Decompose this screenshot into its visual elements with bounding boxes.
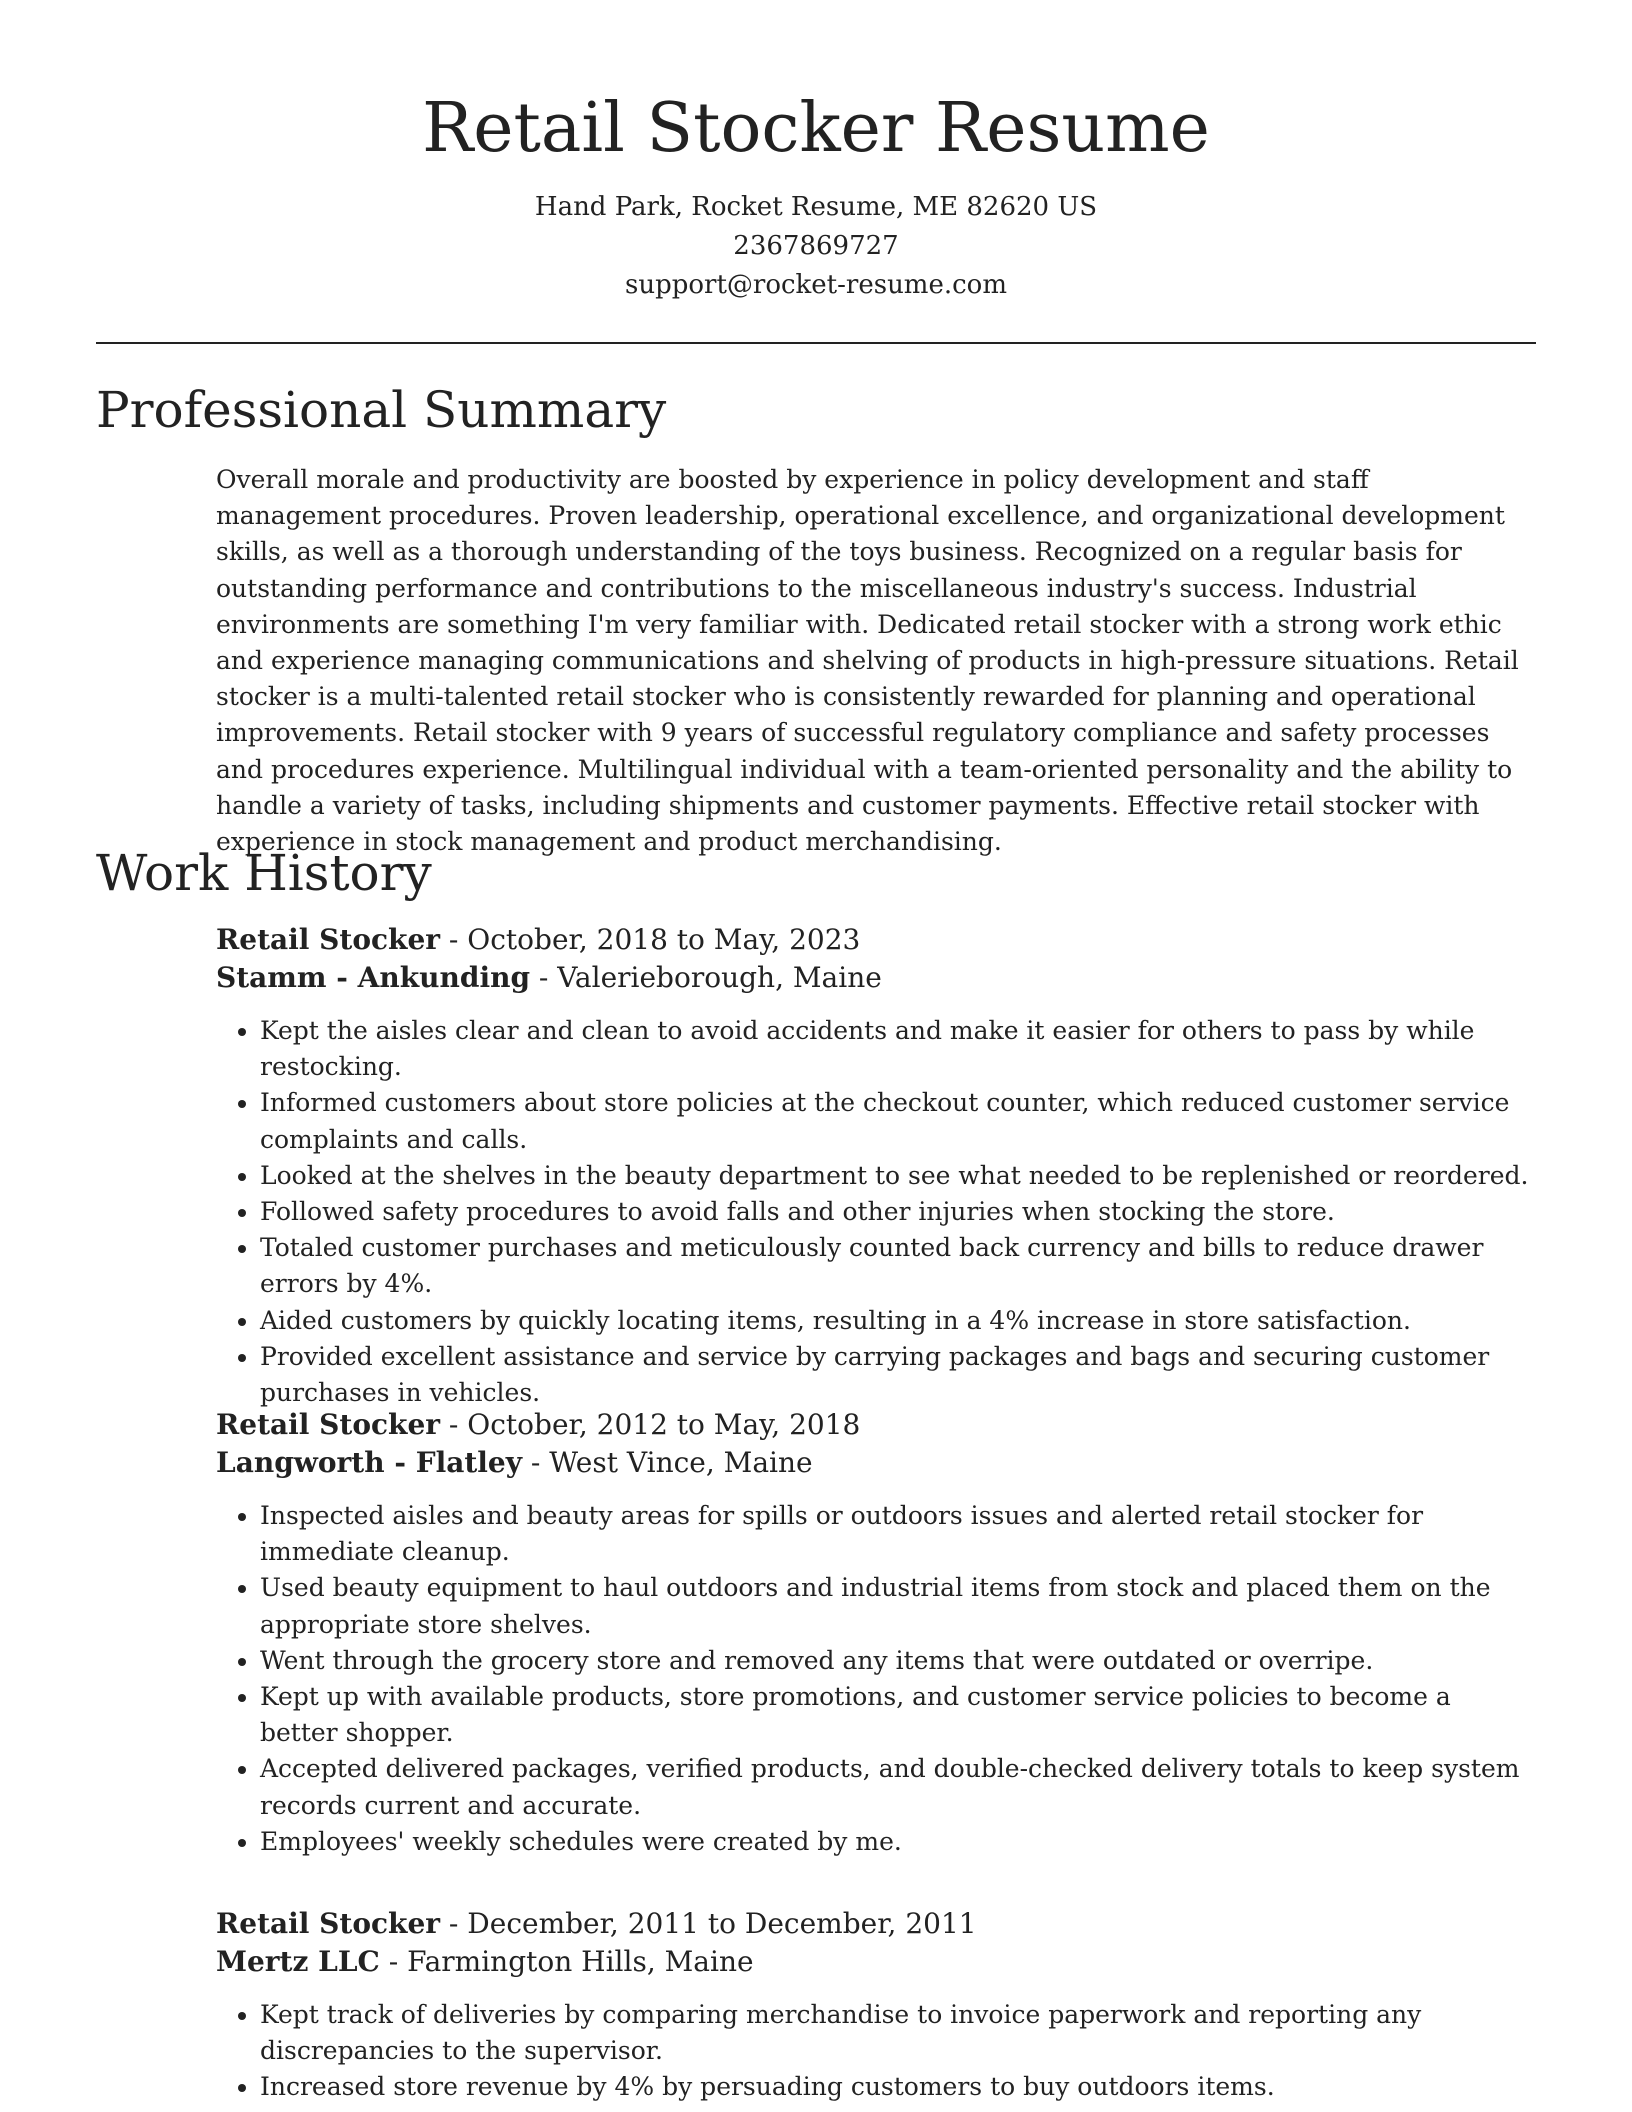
summary-text: Overall morale and productivity are boosted by experience in policy development and staff management procedures. Proven leadership, operational excellence, and organizational development skills, as well as a thorough understanding of the toys business. Recognized on a regular basis for outstanding performance and contributions to the miscellaneous industry's success. Industrial environments are something I'm very familiar with. Dedicated retail stocker with a strong work ethic and experience managing communications and shelving of products in high-pressure situations. Retail stocker is a multi-talented retail stocker who is consistently rewarded for planning and operational improvements. Retail stocker with 9 years of successful regulatory compliance and safety processes and procedures experience. Multilingual individual with a team-oriented personality and the ability to handle a variety of tasks, including shipments and customer payments. Effective retail stocker with experience in stock management and product merchandising. bbox=[216, 465, 1519, 857]
job-title-line bbox=[216, 1905, 1536, 1943]
job-bullets bbox=[216, 1498, 1536, 1860]
job-bullet: • Went through the grocery store and removed any items that were outdated or overripe. bbox=[260, 1643, 1536, 1679]
job-bullet: • Employees' weekly schedules were created by me. bbox=[260, 1824, 1536, 1860]
job-entry bbox=[216, 1406, 1536, 1860]
contact-email: support@rocket-resume.com bbox=[624, 270, 1007, 300]
header-divider bbox=[96, 342, 1536, 344]
job-bullet: • Followed safety procedures to avoid falls and other injuries when stocking the store. bbox=[260, 1194, 1536, 1230]
job-title-line bbox=[216, 921, 1536, 959]
job-dates: - October, 2018 to May, 2023 bbox=[440, 923, 861, 956]
job-title-line bbox=[216, 1406, 1536, 1444]
job-company: Stamm - Ankunding bbox=[216, 961, 531, 994]
job-bullet: • Increased store revenue by 4% by persuading customers to buy outdoors items. bbox=[260, 2069, 1536, 2105]
job-bullets bbox=[216, 1013, 1536, 1411]
job-location: - Farmington Hills, Maine bbox=[379, 1945, 754, 1978]
job-title: Retail Stocker bbox=[216, 923, 441, 956]
job-company-line bbox=[216, 959, 1536, 997]
job-company-line bbox=[216, 1943, 1536, 1981]
job-bullets bbox=[216, 1997, 1536, 2106]
contact-address: Hand Park, Rocket Resume, ME 82620 US bbox=[534, 192, 1098, 222]
job-bullet: • Used beauty equipment to haul outdoors and industrial items from stock and placed them on the appropriate store shelves. bbox=[260, 1570, 1536, 1642]
job-company: Langworth - Flatley bbox=[216, 1446, 523, 1479]
job-company: Mertz LLC bbox=[216, 1945, 380, 1978]
job-dates: - December, 2011 to December, 2011 bbox=[440, 1907, 977, 1940]
resume-header bbox=[96, 84, 1536, 305]
job-entry bbox=[216, 1905, 1536, 2106]
job-bullet: • Kept track of deliveries by comparing merchandise to invoice paperwork and reporting any discrepancies to the supervisor. bbox=[260, 1997, 1536, 2069]
job-bullet: • Kept up with available products, store promotions, and customer service policies to become a better shopper. bbox=[260, 1679, 1536, 1751]
job-title: Retail Stocker bbox=[216, 1907, 441, 1940]
job-bullet: • Aided customers by quickly locating items, resulting in a 4% increase in store satisfaction. bbox=[260, 1303, 1536, 1339]
job-bullet: • Totaled customer purchases and meticulously counted back currency and bills to reduce drawer errors by 4%. bbox=[260, 1230, 1536, 1302]
job-bullet: • Looked at the shelves in the beauty department to see what needed to be replenished or reordered. bbox=[260, 1158, 1536, 1194]
summary-heading: Professional Summary bbox=[96, 381, 667, 439]
contact-phone: 2367869727 bbox=[733, 231, 899, 261]
job-title: Retail Stocker bbox=[216, 1408, 441, 1441]
job-bullet: • Provided excellent assistance and service by carrying packages and bags and securing customer purchases in vehicles. bbox=[260, 1339, 1536, 1411]
job-location: - Valerieborough, Maine bbox=[530, 961, 882, 994]
job-company-line bbox=[216, 1444, 1536, 1482]
work-history-heading: Work History bbox=[96, 844, 432, 902]
contact-info bbox=[96, 188, 1536, 305]
resume-title: Retail Stocker Resume bbox=[422, 89, 1210, 168]
job-dates: - October, 2012 to May, 2018 bbox=[440, 1408, 861, 1441]
job-bullet: • Inspected aisles and beauty areas for spills or outdoors issues and alerted retail stocker for immediate cleanup. bbox=[260, 1498, 1536, 1570]
job-bullet: • Accepted delivered packages, verified products, and double-checked delivery totals to keep system records current and accurate. bbox=[260, 1751, 1536, 1823]
job-location: - West Vince, Maine bbox=[522, 1446, 813, 1479]
job-bullet: • Kept the aisles clear and clean to avoid accidents and make it easier for others to pass by while restocking. bbox=[260, 1013, 1536, 1085]
job-entry bbox=[216, 921, 1536, 1411]
job-bullet: • Informed customers about store policies at the checkout counter, which reduced customer service complaints and calls. bbox=[260, 1085, 1536, 1157]
